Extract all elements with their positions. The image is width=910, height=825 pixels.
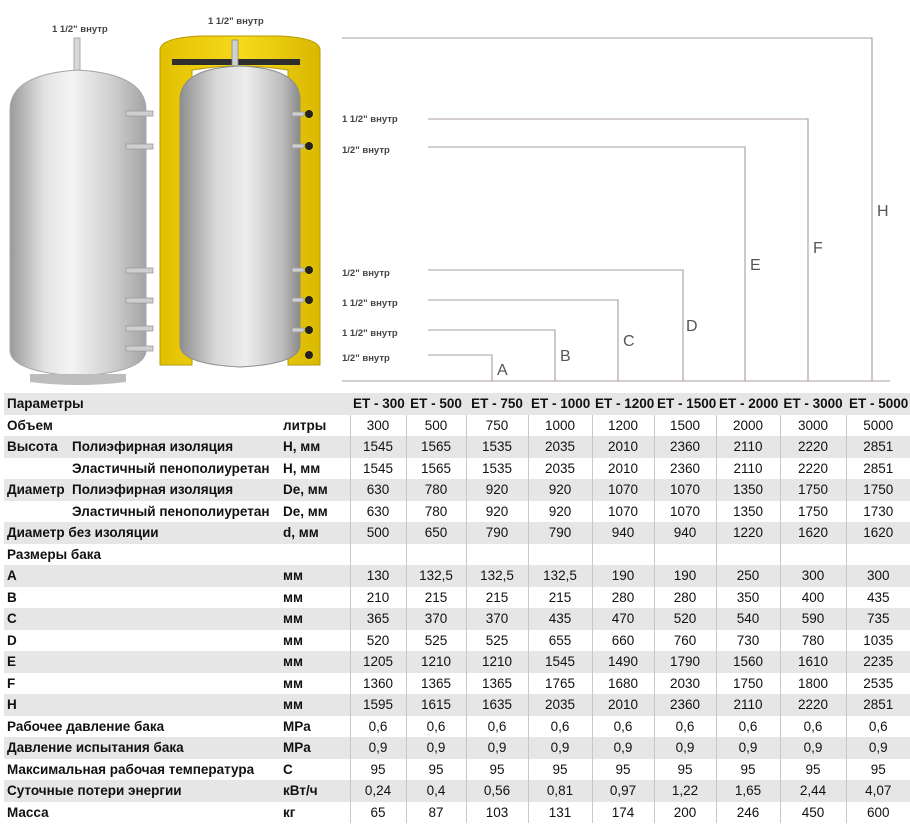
value-cell: 1210 (406, 651, 466, 673)
table-row (4, 716, 910, 738)
row-unit: De, мм (283, 503, 328, 519)
connection-label-a: 1/2" внутр (342, 353, 390, 364)
value-cell (716, 544, 780, 566)
row-unit: MPa (283, 718, 311, 734)
row-label: Максимальная рабочая температура (7, 761, 255, 777)
value-cell: 1070 (654, 479, 716, 501)
value-cell: 780 (406, 479, 466, 501)
table-row (4, 479, 910, 501)
value-cell: 174 (592, 802, 654, 824)
value-cell: 1765 (528, 673, 592, 695)
value-cell: 2035 (528, 458, 592, 480)
value-cell: 1070 (592, 479, 654, 501)
value-cell: 920 (466, 479, 528, 501)
tank-right-top-label: 1 1/2" внутр (208, 16, 264, 27)
model-header: ET - 2000 (716, 393, 780, 415)
row-label: C (4, 608, 280, 630)
value-cell: 750 (466, 415, 528, 437)
value-cell: 0,6 (466, 716, 528, 738)
value-cell: 1545 (528, 651, 592, 673)
table-row (4, 544, 910, 566)
table-row (4, 501, 910, 523)
value-cell: 520 (350, 630, 406, 652)
dimension-letter-c: C (623, 333, 635, 350)
table-row (4, 737, 910, 759)
value-cell: 1200 (592, 415, 654, 437)
table-row (4, 608, 910, 630)
connection-label-d: 1/2" внутр (342, 268, 390, 279)
value-cell: 1545 (350, 458, 406, 480)
value-cell: 500 (350, 522, 406, 544)
value-cell: 0,9 (528, 737, 592, 759)
value-cell: 95 (716, 759, 780, 781)
row-label: B (7, 589, 17, 605)
value-cell: 0,24 (350, 780, 406, 802)
value-cell: 300 (780, 565, 846, 587)
value-cell: 1620 (780, 522, 846, 544)
model-header: ET - 1500 (654, 393, 716, 415)
dimension-letter-f: F (813, 240, 823, 257)
value-cell: 1,22 (654, 780, 716, 802)
value-cell: 95 (846, 759, 910, 781)
value-cell: 2851 (846, 436, 910, 458)
model-header: ET - 1200 (592, 393, 654, 415)
value-cell (406, 544, 466, 566)
value-cell: 2110 (716, 694, 780, 716)
row-sublabel: Эластичный пенополиуретан (72, 503, 270, 519)
value-cell: 525 (466, 630, 528, 652)
value-cell: 1620 (846, 522, 910, 544)
row-unit: d, мм (280, 522, 350, 544)
row-unit: мм (280, 608, 350, 630)
table-row (4, 802, 910, 824)
table-row (4, 780, 910, 802)
value-cell: 95 (654, 759, 716, 781)
value-cell: 660 (592, 630, 654, 652)
value-cell: 1490 (592, 651, 654, 673)
value-cell: 1070 (592, 501, 654, 523)
value-cell: 132,5 (528, 565, 592, 587)
row-label (4, 458, 72, 480)
model-header: ET - 3000 (780, 393, 846, 415)
value-cell: 1535 (466, 436, 528, 458)
value-cell: 87 (406, 802, 466, 824)
value-cell: 1565 (406, 458, 466, 480)
value-cell (466, 544, 528, 566)
dimension-lines (342, 38, 890, 381)
row-unit: H, мм (283, 460, 321, 476)
value-cell: 400 (780, 587, 846, 609)
model-header: ET - 750 (466, 393, 528, 415)
value-cell: 2010 (592, 694, 654, 716)
table-row (4, 651, 910, 673)
value-cell: 95 (780, 759, 846, 781)
table-row (4, 694, 910, 716)
value-cell: 365 (350, 608, 406, 630)
model-header: ET - 1000 (528, 393, 592, 415)
value-cell (780, 544, 846, 566)
value-cell: 246 (716, 802, 780, 824)
row-label: F (7, 675, 16, 691)
value-cell: 1365 (406, 673, 466, 695)
value-cell: 0,6 (406, 716, 466, 738)
value-cell: 1730 (846, 501, 910, 523)
value-cell: 920 (466, 501, 528, 523)
value-cell: 0,6 (780, 716, 846, 738)
value-cell: 190 (592, 565, 654, 587)
value-cell: 0,97 (592, 780, 654, 802)
value-cell: 95 (528, 759, 592, 781)
row-label: Давление испытания бака (4, 737, 280, 759)
row-label: Объем (7, 417, 53, 433)
value-cell: 590 (780, 608, 846, 630)
value-cell: 1210 (466, 651, 528, 673)
value-cell: 280 (592, 587, 654, 609)
value-cell: 2220 (780, 694, 846, 716)
value-cell: 250 (716, 565, 780, 587)
value-cell: 1610 (780, 651, 846, 673)
value-cell: 3000 (780, 415, 846, 437)
value-cell: 1360 (350, 673, 406, 695)
value-cell: 1365 (466, 673, 528, 695)
value-cell: 215 (528, 587, 592, 609)
value-cell: 600 (846, 802, 910, 824)
table-row (4, 458, 910, 480)
value-cell: 920 (528, 479, 592, 501)
table-row (4, 522, 910, 544)
value-cell: 940 (592, 522, 654, 544)
value-cell: 1680 (592, 673, 654, 695)
row-unit: мм (283, 632, 303, 648)
value-cell: 0,9 (654, 737, 716, 759)
value-cell: 2010 (592, 458, 654, 480)
value-cell: 760 (654, 630, 716, 652)
spec-table (4, 393, 910, 823)
dimension-letter-b: B (560, 348, 571, 365)
value-cell: 1790 (654, 651, 716, 673)
value-cell: 65 (350, 802, 406, 824)
value-cell: 1035 (846, 630, 910, 652)
value-cell: 95 (466, 759, 528, 781)
tank-left-top-label: 1 1/2" внутр (52, 24, 108, 35)
connection-label-c: 1 1/2" внутр (342, 298, 398, 309)
row-unit: MPa (280, 737, 350, 759)
value-cell: 1565 (406, 436, 466, 458)
dimension-letter-d: D (686, 318, 698, 335)
row-unit: мм (280, 565, 350, 587)
row-unit: литры (283, 417, 327, 433)
value-cell: 0,9 (466, 737, 528, 759)
value-cell: 630 (350, 501, 406, 523)
row-label: Рабочее давление бака (7, 718, 165, 734)
value-cell: 1350 (716, 479, 780, 501)
value-cell: 130 (350, 565, 406, 587)
row-sublabel: Эластичный пенополиуретан (72, 460, 270, 476)
value-cell: 132,5 (466, 565, 528, 587)
value-cell: 435 (846, 587, 910, 609)
value-cell: 500 (406, 415, 466, 437)
value-cell: 0,6 (350, 716, 406, 738)
value-cell: 0,4 (406, 780, 466, 802)
value-cell: 190 (654, 565, 716, 587)
value-cell: 300 (350, 415, 406, 437)
dimension-letter-e: E (750, 257, 761, 274)
value-cell: 2851 (846, 694, 910, 716)
value-cell: 2535 (846, 673, 910, 695)
row-unit: мм (280, 651, 350, 673)
row-label: Суточные потери энергии (4, 780, 280, 802)
table-header-row (4, 393, 910, 415)
row-label: Диаметр без изоляции (4, 522, 280, 544)
value-cell: 780 (780, 630, 846, 652)
value-cell: 1205 (350, 651, 406, 673)
dimension-letter-h: H (877, 203, 889, 220)
value-cell: 0,9 (350, 737, 406, 759)
tank-right-cutaway (160, 36, 320, 367)
value-cell: 1635 (466, 694, 528, 716)
row-label: D (7, 632, 17, 648)
value-cell: 1800 (780, 673, 846, 695)
value-cell: 1750 (780, 479, 846, 501)
value-cell: 200 (654, 802, 716, 824)
value-cell: 2235 (846, 651, 910, 673)
value-cell: 1595 (350, 694, 406, 716)
value-cell: 2851 (846, 458, 910, 480)
value-cell: 790 (528, 522, 592, 544)
value-cell: 350 (716, 587, 780, 609)
value-cell: 95 (350, 759, 406, 781)
row-sublabel: Полиэфирная изоляция (72, 436, 280, 458)
value-cell: 2360 (654, 458, 716, 480)
table-row (4, 436, 910, 458)
table-row (4, 587, 910, 609)
model-header: ET - 300 (350, 393, 406, 415)
value-cell: 215 (406, 587, 466, 609)
section-label: Размеры бака (7, 546, 102, 562)
value-cell: 730 (716, 630, 780, 652)
value-cell: 0,6 (592, 716, 654, 738)
value-cell: 2,44 (780, 780, 846, 802)
value-cell: 0,6 (846, 716, 910, 738)
value-cell: 132,5 (406, 565, 466, 587)
value-cell (350, 544, 406, 566)
value-cell: 780 (406, 501, 466, 523)
value-cell: 435 (528, 608, 592, 630)
value-cell: 2035 (528, 436, 592, 458)
value-cell: 1560 (716, 651, 780, 673)
parameters-heading: Параметры (4, 393, 350, 415)
value-cell: 1350 (716, 501, 780, 523)
tank-left (10, 38, 153, 385)
value-cell: 1750 (716, 673, 780, 695)
value-cell: 1535 (466, 458, 528, 480)
value-cell: 0,9 (592, 737, 654, 759)
value-cell: 0,6 (654, 716, 716, 738)
value-cell: 2010 (592, 436, 654, 458)
value-cell: 2110 (716, 436, 780, 458)
model-header: ET - 500 (406, 393, 466, 415)
value-cell: 2360 (654, 694, 716, 716)
value-cell: 95 (406, 759, 466, 781)
value-cell: 215 (466, 587, 528, 609)
value-cell: 370 (406, 608, 466, 630)
table-row (4, 630, 910, 652)
value-cell: 2220 (780, 458, 846, 480)
value-cell: 131 (528, 802, 592, 824)
value-cell: 4,07 (846, 780, 910, 802)
value-cell: 1000 (528, 415, 592, 437)
value-cell: 450 (780, 802, 846, 824)
value-cell: 1545 (350, 436, 406, 458)
row-label: Масса (7, 804, 49, 820)
value-cell: 2035 (528, 694, 592, 716)
value-cell: 470 (592, 608, 654, 630)
row-label: H (4, 694, 280, 716)
connection-label-b: 1 1/2" внутр (342, 328, 398, 339)
value-cell: 790 (466, 522, 528, 544)
tank-illustration (0, 0, 902, 390)
value-cell: 210 (350, 587, 406, 609)
value-cell: 0,6 (528, 716, 592, 738)
value-cell: 0,81 (528, 780, 592, 802)
value-cell: 1750 (846, 479, 910, 501)
value-cell: 0,6 (716, 716, 780, 738)
value-cell: 520 (654, 608, 716, 630)
model-header: ET - 5000 (846, 393, 910, 415)
row-unit: кг (283, 804, 296, 820)
value-cell: 370 (466, 608, 528, 630)
row-label: Диаметр (4, 479, 72, 501)
value-cell: 280 (654, 587, 716, 609)
row-unit: H, мм (280, 436, 350, 458)
row-unit: мм (283, 675, 303, 691)
value-cell: 0,9 (780, 737, 846, 759)
value-cell (846, 544, 910, 566)
value-cell: 95 (592, 759, 654, 781)
connection-label-f: 1 1/2" внутр (342, 114, 398, 125)
value-cell: 1750 (780, 501, 846, 523)
row-label: E (4, 651, 280, 673)
row-sublabel: Полиэфирная изоляция (72, 479, 280, 501)
value-cell: 630 (350, 479, 406, 501)
value-cell: 2110 (716, 458, 780, 480)
value-cell: 1220 (716, 522, 780, 544)
table-row (4, 565, 910, 587)
value-cell: 1500 (654, 415, 716, 437)
value-cell: 2030 (654, 673, 716, 695)
value-cell: 1615 (406, 694, 466, 716)
value-cell (654, 544, 716, 566)
value-cell: 5000 (846, 415, 910, 437)
row-label: Высота (4, 436, 72, 458)
value-cell: 103 (466, 802, 528, 824)
row-label (4, 501, 72, 523)
value-cell: 1,65 (716, 780, 780, 802)
row-unit: кВт/ч (280, 780, 350, 802)
value-cell: 0,9 (716, 737, 780, 759)
row-unit: C (283, 761, 293, 777)
value-cell: 2000 (716, 415, 780, 437)
table-row (4, 673, 910, 695)
value-cell: 525 (406, 630, 466, 652)
value-cell: 540 (716, 608, 780, 630)
value-cell: 920 (528, 501, 592, 523)
value-cell: 735 (846, 608, 910, 630)
value-cell (592, 544, 654, 566)
dimension-letter-a: A (497, 362, 508, 379)
value-cell: 300 (846, 565, 910, 587)
connection-label-e: 1/2" внутр (342, 145, 390, 156)
row-unit: De, мм (280, 479, 350, 501)
value-cell: 0,9 (406, 737, 466, 759)
row-unit: мм (280, 694, 350, 716)
value-cell: 2220 (780, 436, 846, 458)
value-cell: 0,56 (466, 780, 528, 802)
value-cell: 0,9 (846, 737, 910, 759)
value-cell: 655 (528, 630, 592, 652)
row-unit: мм (283, 589, 303, 605)
value-cell: 1070 (654, 501, 716, 523)
value-cell: 2360 (654, 436, 716, 458)
row-label: A (4, 565, 280, 587)
value-cell: 940 (654, 522, 716, 544)
table-row (4, 759, 910, 781)
value-cell: 650 (406, 522, 466, 544)
value-cell (528, 544, 592, 566)
table-row (4, 415, 910, 437)
